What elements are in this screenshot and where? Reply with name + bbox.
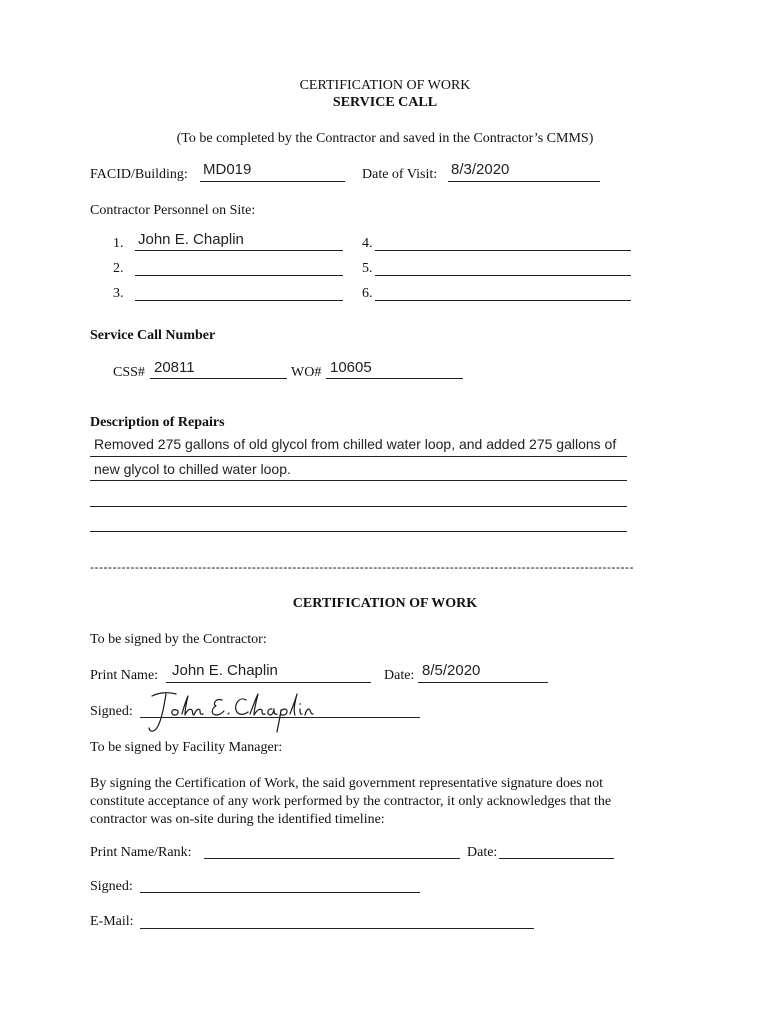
repairs-line-3[interactable] — [90, 506, 627, 507]
manager-signed-label: Signed: — [90, 879, 133, 894]
repairs-line-4[interactable] — [90, 531, 627, 532]
personnel-num: 5. — [362, 261, 373, 276]
print-name-label: Print Name: — [90, 668, 159, 683]
manager-sign-label: To be signed by Facility Manager: — [90, 740, 283, 755]
facid-value: MD019 — [203, 161, 252, 178]
repairs-line-1[interactable] — [90, 456, 627, 457]
section-divider: ------------------------------------------------------------------------------------------------------------------------- — [90, 560, 635, 574]
personnel-field-1[interactable] — [135, 250, 343, 251]
handwritten-signature — [140, 688, 320, 738]
wo-value: 10605 — [330, 359, 372, 376]
facid-field[interactable] — [200, 181, 345, 182]
personnel-field-3[interactable] — [135, 300, 343, 301]
print-name-value: John E. Chaplin — [172, 662, 278, 679]
personnel-num: 1. — [113, 236, 124, 251]
print-name-field[interactable] — [166, 682, 371, 683]
personnel-label: Contractor Personnel on Site: — [90, 203, 256, 218]
personnel-num: 4. — [362, 236, 373, 251]
rank-field[interactable] — [204, 858, 460, 859]
wo-label: WO# — [291, 365, 322, 380]
cert-date-label: Date: — [384, 668, 415, 683]
email-label: E-Mail: — [90, 914, 134, 929]
personnel-field-4[interactable] — [375, 250, 631, 251]
css-value: 20811 — [154, 359, 195, 376]
personnel-num: 2. — [113, 261, 124, 276]
manager-signature-field[interactable] — [140, 892, 420, 893]
signed-label: Signed: — [90, 704, 133, 719]
wo-field[interactable] — [326, 378, 463, 379]
visit-date-value: 8/3/2020 — [451, 161, 510, 178]
service-call-heading: Service Call Number — [90, 328, 216, 343]
visit-date-field[interactable] — [448, 181, 600, 182]
repairs-heading: Description of Repairs — [90, 415, 225, 430]
certification-heading: CERTIFICATION OF WORK — [292, 596, 478, 611]
form-instruction: (To be completed by the Contractor and saved in the Contractor’s CMMS) — [176, 131, 594, 146]
personnel-value-1: John E. Chaplin — [138, 231, 244, 248]
repairs-text-1: Removed 275 gallons of old glycol from chilled water loop, and added 275 gallons of — [94, 436, 617, 452]
repairs-text-2: new glycol to chilled water loop. — [94, 461, 291, 477]
personnel-field-5[interactable] — [375, 275, 631, 276]
rank-label: Print Name/Rank: — [90, 845, 192, 860]
css-field[interactable] — [150, 378, 287, 379]
repairs-line-2[interactable] — [90, 480, 627, 481]
personnel-num: 6. — [362, 286, 373, 301]
contractor-sign-label: To be signed by the Contractor: — [90, 632, 267, 647]
personnel-field-2[interactable] — [135, 275, 343, 276]
cert-date-field[interactable] — [418, 682, 548, 683]
svg-text:John E. Chaplin: John E. Chaplin — [140, 688, 147, 689]
form-subtitle: SERVICE CALL — [332, 95, 438, 110]
personnel-num: 3. — [113, 286, 124, 301]
email-field[interactable] — [140, 928, 534, 929]
facid-label: FACID/Building: — [90, 167, 188, 182]
rank-date-field[interactable] — [499, 858, 614, 859]
rank-date-label: Date: — [467, 845, 498, 860]
personnel-field-6[interactable] — [375, 300, 631, 301]
cert-date-value: 8/5/2020 — [422, 662, 481, 679]
visit-date-label: Date of Visit: — [362, 167, 438, 182]
form-title: CERTIFICATION OF WORK — [299, 78, 471, 93]
css-label: CSS# — [113, 365, 145, 380]
disclaimer-text: By signing the Certification of Work, the said government representative signature does not constitute acceptance of any work performed by the contractor, it only acknowledges that the contractor was on-site during the identified timeline: — [90, 776, 612, 827]
